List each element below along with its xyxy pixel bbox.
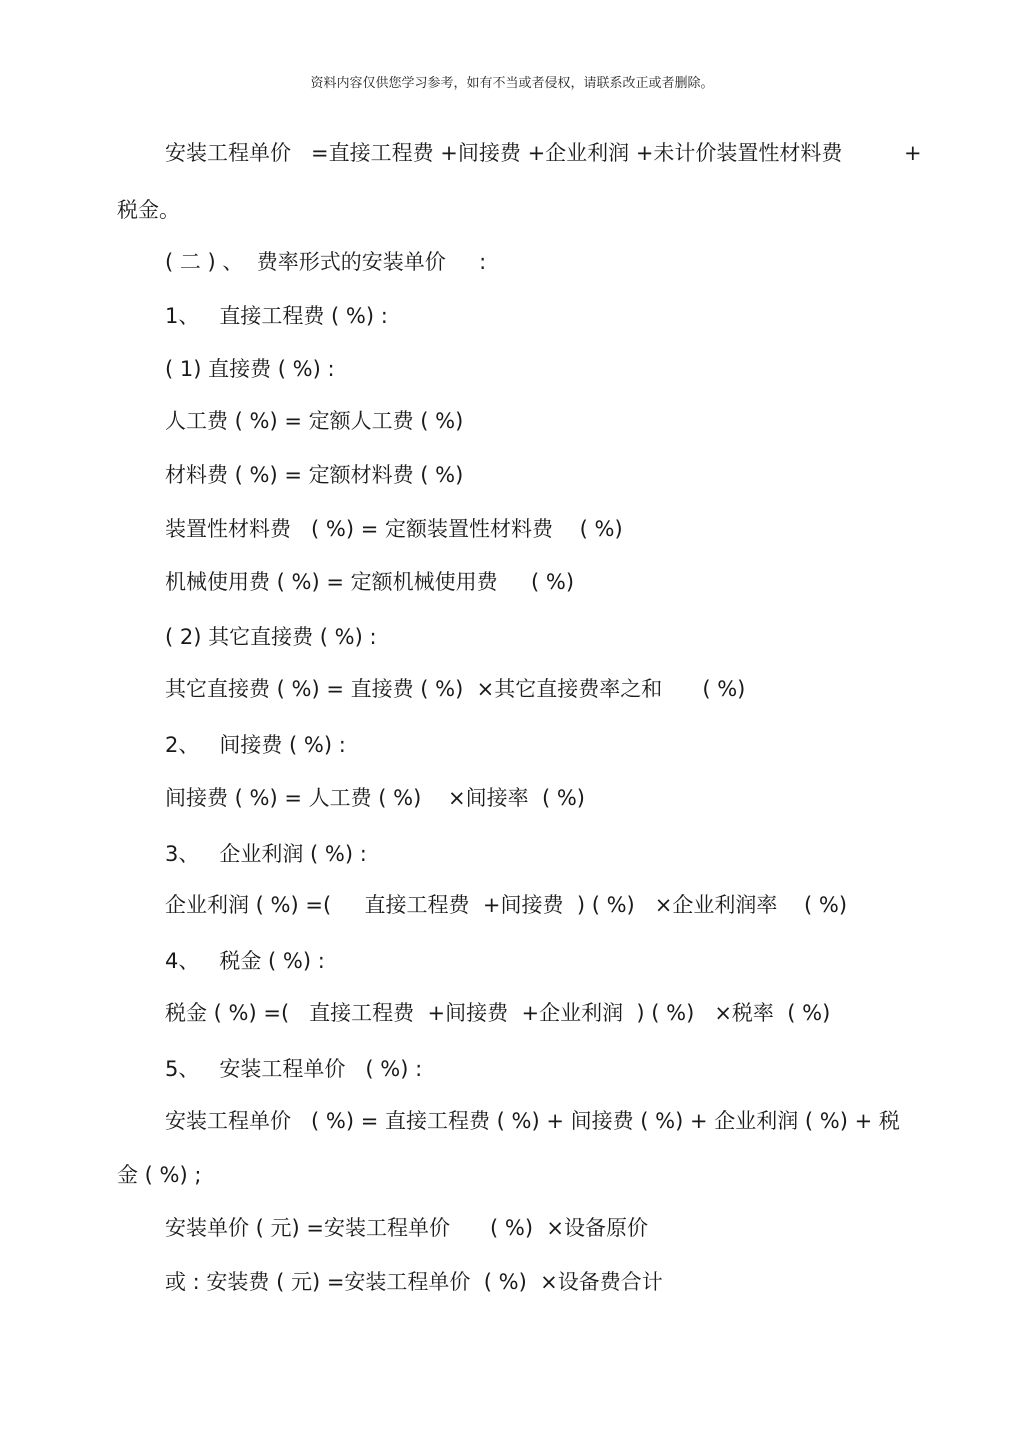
formula-line-unit-price-yuan: 安装单价 ( 元) =安装工程单价 ( %) ×设备原价 (165, 1216, 649, 1240)
formula-line-profit: 企业利润 ( %) =( 直接工程费 +间接费 ) ( %) ×企业利润率 ( %) (165, 893, 848, 917)
formula-line-unit-price-continuation: 金 ( %) ; (117, 1163, 202, 1187)
item-heading-5: 5、 安装工程单价 ( %) : (165, 1057, 423, 1081)
item-heading-2: 2、 间接费 ( %) : (165, 733, 346, 757)
section-heading: ( 二 ) 、 费率形式的安装单价 : (165, 250, 487, 274)
item-heading-1: 1、 直接工程费 ( %) : (165, 304, 388, 328)
formula-line-labor: 人工费 ( %) = 定额人工费 ( %) (165, 409, 464, 433)
formula-line-other-direct: 其它直接费 ( %) = 直接费 ( %) ×其它直接费率之和 ( %) (165, 677, 746, 701)
formula-line-continuation: 税金。 (117, 198, 180, 222)
item-heading-4: 4、 税金 ( %) : (165, 949, 325, 973)
item-heading-3: 3、 企业利润 ( %) : (165, 842, 367, 866)
formula-line-unit-price-percent: 安装工程单价 ( %) = 直接工程费 ( %) + 间接费 ( %) + 企业利润 ( %) + 税 (165, 1109, 900, 1133)
formula-line-tax: 税金 ( %) =( 直接工程费 +间接费 +企业利润 ) ( %) ×税率 ( %) (165, 1001, 831, 1025)
trailing-plus-sign: + (904, 141, 922, 165)
subitem-heading-1: ( 1) 直接费 ( %) : (165, 357, 335, 381)
formula-line-device-material: 装置性材料费 ( %) = 定额装置性材料费 ( %) (165, 517, 623, 541)
page-header-notice: 资料内容仅供您学习参考，如有不当或者侵权，请联系改正或者删除。 (310, 76, 714, 91)
formula-line-install-unit-price: 安装工程单价 =直接工程费 +间接费 +企业利润 +未计价装置性材料费 (165, 141, 843, 165)
formula-line-machinery: 机械使用费 ( %) = 定额机械使用费 ( %) (165, 570, 575, 594)
formula-line-install-fee: 或 : 安装费 ( 元) =安装工程单价 ( %) ×设备费合计 (165, 1270, 663, 1294)
formula-line-indirect: 间接费 ( %) = 人工费 ( %) ×间接率 ( %) (165, 786, 585, 810)
formula-line-material: 材料费 ( %) = 定额材料费 ( %) (165, 463, 464, 487)
subitem-heading-2: ( 2) 其它直接费 ( %) : (165, 625, 377, 649)
